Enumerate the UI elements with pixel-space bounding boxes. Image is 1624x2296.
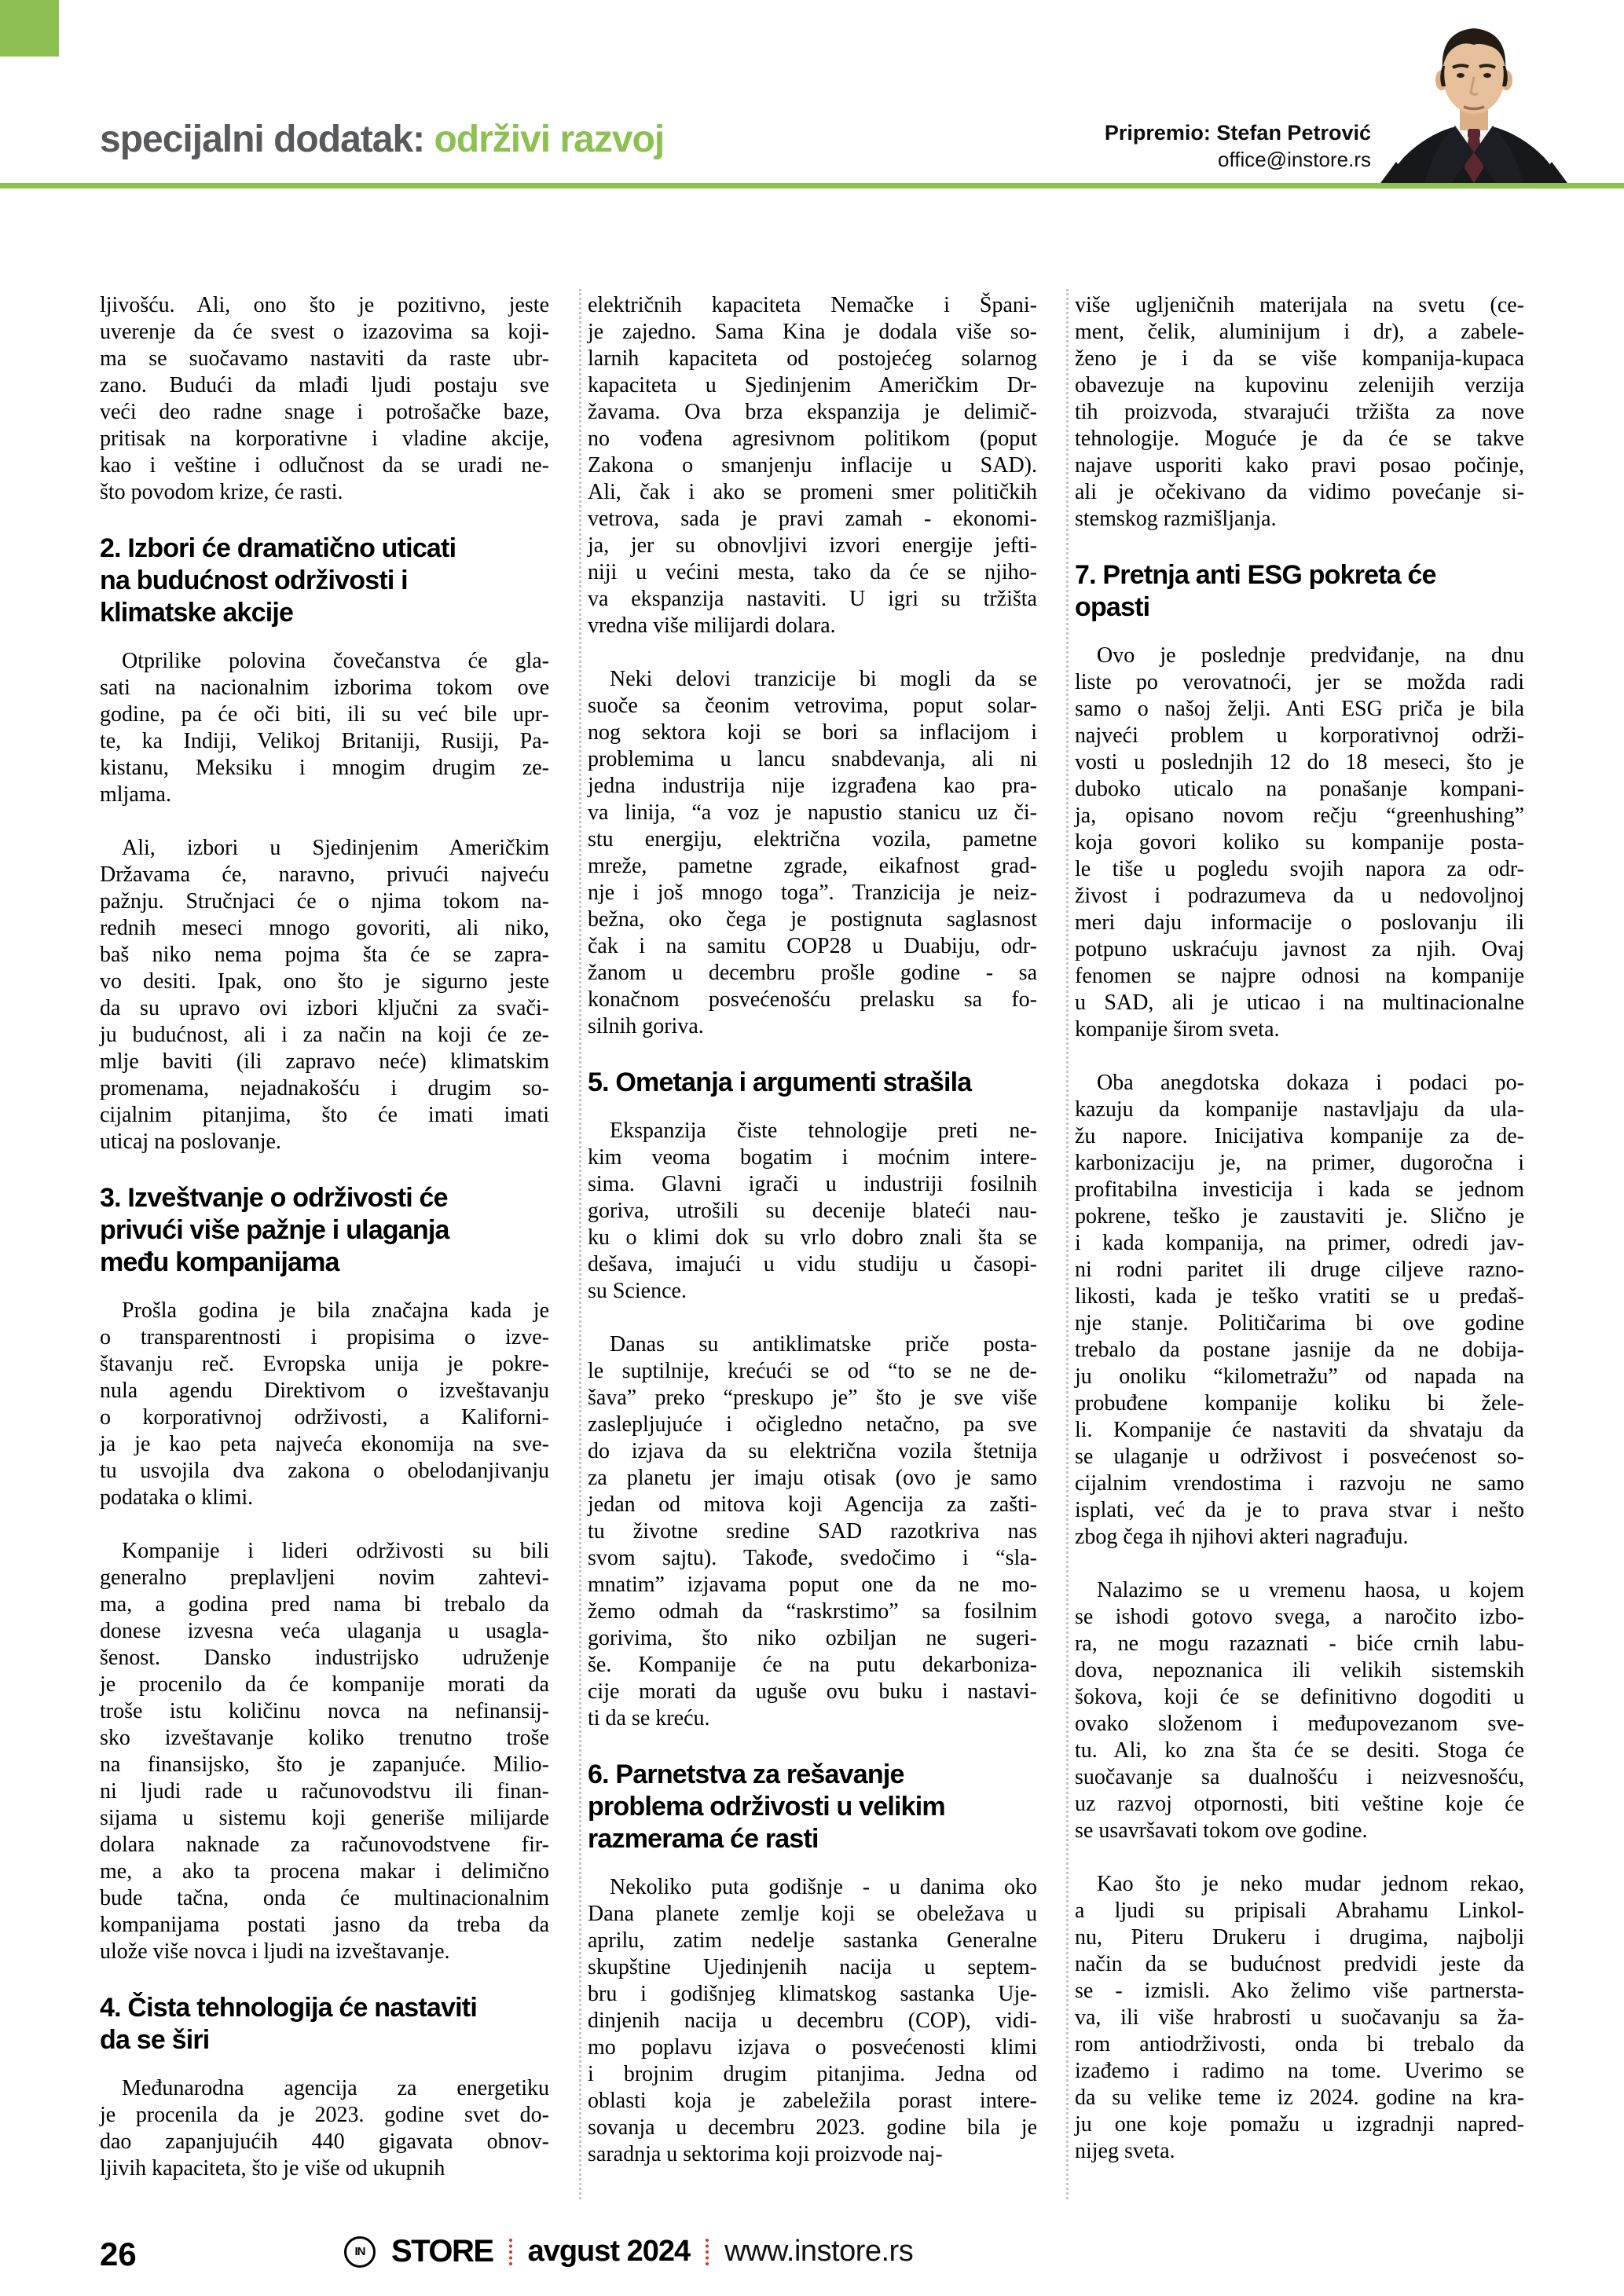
text-line: le tiše u pogledu svojih napora za odr-	[1075, 857, 1524, 881]
text-line: Nalazimo se u vremenu haosa, u kojem	[1097, 1578, 1524, 1602]
text-line: mlje baviti (ili zapravo neće) klimatskim	[100, 1049, 549, 1074]
text-line: tu usvojila dva zakona o obelodanjivanju	[100, 1459, 549, 1483]
corner-accent-square	[0, 0, 59, 57]
page-title-green: održivi razvoj	[434, 119, 665, 160]
column-separator-2	[1066, 289, 1069, 2199]
text-line: kazuju da kompanije nastavljaju da ula-	[1075, 1097, 1524, 1122]
column-separator-1	[579, 289, 581, 2199]
text-line: duboko uticalo na ponašanje kompani-	[1075, 777, 1524, 801]
section-heading	[100, 533, 549, 629]
text-line: Oba anegdotska dokaza i podaci po-	[1097, 1071, 1524, 1095]
text-line: dinjenih nacija u decembru (COP), vidi-	[588, 2009, 1037, 2033]
section-heading	[588, 1759, 1037, 1855]
text-line: o korporativnoj održivosti, a Kaliforni-	[100, 1405, 549, 1430]
text-line: vredna više milijardi dolara.	[588, 613, 836, 638]
text-line: je zajedno. Sama Kina je dodala više so-	[588, 320, 1037, 344]
text-line: godine, pa će oči biti, ili su već bile upr-	[100, 702, 549, 727]
text-line: kapaciteta u Sjedinjenim Američkim Dr-	[588, 373, 1037, 397]
text-line: ovako složenom i međupovezanom sve-	[1075, 1712, 1524, 1736]
text-line: nje i još mnogo toga”. Tranzicija je neiz-	[588, 881, 1037, 905]
text-line: i kada kompanija, na primer, odredi jav-	[1075, 1231, 1524, 1255]
text-line: cije morati da uguše ovu buku i nastavi-	[588, 1679, 1037, 1704]
section-heading	[1075, 559, 1524, 624]
text-line: bežna, oko čega je postignuta saglasnost	[588, 907, 1037, 932]
text-line: 2. Izbori će dramatično uticati	[100, 533, 456, 563]
text-line: cijalnim pitanjima, što će imati imati	[100, 1103, 549, 1127]
text-line: 4. Čista tehnologija će nastaviti	[100, 1993, 477, 2023]
text-line: privući više pažnje i ulaganja	[100, 1215, 449, 1245]
text-line: se ulaganje u održivost i posvećenost so-	[1075, 1445, 1524, 1469]
text-line: među kompanijama	[100, 1247, 339, 1277]
text-line: suoče sa čeonim vetrovima, poput solar-	[588, 694, 1037, 718]
text-line: ma, a godina pred nama bi trebalo da	[100, 1592, 549, 1617]
text-line: Međunarodna agencija za energetiku	[122, 2076, 549, 2100]
text-line: da se širi	[100, 2025, 210, 2055]
text-line: Danas su antiklimatske priče posta-	[610, 1332, 1037, 1357]
text-line: žu napore. Inicijativa kompanije za de-	[1075, 1124, 1524, 1148]
paragraph	[588, 666, 1037, 1040]
section-heading	[588, 1067, 1037, 1099]
text-line: gorivima, što niko ozbiljan ne sugeri-	[588, 1626, 1037, 1650]
text-line: svom sajtu). Takođe, svedočimo i “sla-	[588, 1546, 1037, 1570]
text-line: ni ljudi rade u računovodstvu ili finan-	[100, 1779, 549, 1803]
text-line: še. Kompanije će na putu dekarboniza-	[588, 1653, 1037, 1677]
paragraph	[588, 292, 1037, 639]
text-line: 3. Izveštvanje o održivosti će	[100, 1183, 448, 1213]
website-url[interactable]: www.instore.rs	[724, 2235, 914, 2268]
text-line: su Science.	[588, 1279, 687, 1303]
text-line: oblasti koja je zabeležila porast intere-	[588, 2089, 1037, 2113]
text-line: dova, nepoznanica ili velikih sistemskih	[1075, 1658, 1524, 1683]
text-line: a ljudi su pripisali Abrahamu Linkol-	[1075, 1899, 1524, 1923]
text-line: kompanije širom sveta.	[1075, 1017, 1280, 1042]
text-line: sovanja u decembru 2023. godine bila je	[588, 2115, 1037, 2140]
text-line: donese izvesna veća ulaganja u usagla-	[100, 1619, 549, 1643]
paragraph	[588, 1331, 1037, 1732]
text-line: štavanju reč. Evropska unija je pokre-	[100, 1352, 549, 1376]
text-line: uverenje da će svest o izazovima sa koji-	[100, 320, 549, 344]
text-line: je procenila da je 2023. godine svet do-	[100, 2103, 549, 2127]
text-line: mo poplavu izjava o posvećenosti klimi	[588, 2035, 1037, 2060]
text-line: ju onoliku “kilometražu” od napada na	[1075, 1364, 1524, 1389]
text-line: suočavanje sa dualnošću i neizvesnošću,	[1075, 1765, 1524, 1789]
text-line: do izjava da su električna vozila štetnija	[588, 1439, 1037, 1463]
text-line: trebalo da postane jasnije da ne dobija-	[1075, 1338, 1524, 1362]
text-line: va ekspanzija nastaviti. U igri su tržišta	[588, 587, 1037, 611]
text-line: vosti u poslednjih 12 do 18 meseci, što je	[1075, 750, 1524, 774]
text-line: šenost. Dansko industrijsko udruženje	[100, 1646, 549, 1670]
text-line: tu. Ali, ko zna šta će se desiti. Stoga će	[1075, 1738, 1524, 1763]
paragraph	[100, 2075, 549, 2182]
text-line: najave usporiti kako pravi posao počinje,	[1075, 453, 1524, 478]
text-line: bru i godišnjeg klimatskog sastanka Uje-	[588, 1982, 1037, 2006]
text-line: živost i podrazumeva da u nedovoljnoj	[1075, 884, 1524, 908]
text-line: Ali, čak i ako se promeni smer političkih	[588, 480, 1037, 504]
article-column-2	[588, 292, 1037, 2168]
text-line: goriva, utrošili su decenije blateći nau-	[588, 1199, 1037, 1223]
text-line: profitabilna investicija i kada se jednom	[1075, 1177, 1524, 1202]
paragraph	[100, 292, 549, 506]
text-line: mljama.	[100, 782, 171, 807]
text-line: ra, ne mogu razaznati - biće crnih labu-	[1075, 1631, 1524, 1656]
text-line: podataka o klimi.	[100, 1485, 254, 1510]
text-line: vo desiti. Ipak, ono što je sigurno jeste	[100, 969, 549, 994]
text-line: tu životne sredine SAD razotkriva nas	[588, 1519, 1037, 1543]
text-line: se ishodi gotovo svega, a naročito izbo-	[1075, 1605, 1524, 1629]
text-line: Neki delovi tranzicije bi mogli da se	[610, 667, 1037, 691]
text-line: žavama. Ova brza ekspanzija je delimič-	[588, 400, 1037, 424]
text-line: sima. Glavni igrači u industriji fosilnih	[588, 1172, 1037, 1196]
text-line: ženo je i da se više kompanija-kupaca	[1075, 346, 1524, 371]
text-line: u SAD, ali je uticao i na multinacionalne	[1075, 991, 1524, 1015]
text-line: žemo odmah da “raskrstimo” sa fosilnim	[588, 1599, 1037, 1624]
text-line: kim veoma bogatim i moćnim intere-	[588, 1145, 1037, 1170]
paragraph	[100, 1298, 549, 1511]
text-line: Kao što je neko mudar jednom rekao,	[1097, 1872, 1524, 1896]
paragraph	[100, 648, 549, 808]
text-line: troše istu količinu novca na nefinansij-	[100, 1699, 549, 1723]
text-line: način da se budućnost predvidi jeste da	[1075, 1952, 1524, 1976]
text-line: jedan od mitova koji Agencija za zašti-	[588, 1492, 1037, 1517]
section-heading	[100, 1992, 549, 2056]
text-line: Kompanije i lideri održivosti su bili	[122, 1539, 549, 1563]
author-photo	[1380, 11, 1567, 183]
page-title	[100, 118, 664, 161]
text-line: ulože više novca i ljudi na izveštavanje.	[100, 1939, 450, 1964]
text-line: vetrova, sada je pravi zamah - ekonomi-	[588, 507, 1037, 531]
text-line: generalno preplavljeni novim zahtevi-	[100, 1565, 549, 1590]
text-line: sati na nacionalnim izborima tokom ove	[100, 676, 549, 700]
page-number: 26	[100, 2236, 137, 2272]
text-line: klimatske akcije	[100, 598, 294, 628]
text-line: bude tačna, onda će multinacionalnim	[100, 1886, 549, 1910]
text-line: električnih kapaciteta Nemačke i Špani-	[588, 293, 1037, 317]
text-line: ja, jer su obnovljivi izvori energije jefti-	[588, 533, 1037, 558]
text-line: mnatim” izjavama poput one da ne mo-	[588, 1573, 1037, 1597]
text-line: ment, čelik, aluminijum i dr), a zabele-	[1075, 320, 1524, 344]
text-line: Zakona o smanjenju inflacije u SAD).	[588, 453, 1037, 478]
text-line: uz razvoj otpornosti, biti veštine koje će	[1075, 1792, 1524, 1816]
text-line: da su velike teme iz 2024. godine na kra-	[1075, 2085, 1524, 2110]
text-line: fenomen se najpre odnosi na kompanije	[1075, 964, 1524, 988]
text-line: isplati, već da je to prava stvar i nešto	[1075, 1498, 1524, 1522]
text-line: najveći problem u korporativnoj održi-	[1075, 723, 1524, 748]
paragraph	[100, 1538, 549, 1965]
text-line: aprilu, zatim nedelje sastanka Generalne	[588, 1928, 1037, 1953]
text-line: baš niko nema pojma šta će se zapra-	[100, 943, 549, 967]
article-column-3	[1075, 292, 1524, 2165]
text-line: larnih kapaciteta od postojećeg solarnog	[588, 346, 1037, 371]
footer-divider-icon	[509, 2239, 512, 2265]
text-line: rom antiodrživosti, onda bi trebalo da	[1075, 2032, 1524, 2056]
text-line: pažnju. Stručnjaci će o njima tokom na-	[100, 889, 549, 914]
text-line: ljivošću. Ali, ono što je pozitivno, jeste	[100, 293, 549, 317]
text-line: uticaj na poslovanje.	[100, 1130, 281, 1154]
instore-circle-logo-icon: IN	[344, 2236, 376, 2268]
article-column-1	[100, 292, 549, 2182]
text-line: kistanu, Meksiku i mnogim drugim ze-	[100, 756, 549, 780]
paragraph	[1075, 1577, 1524, 1844]
text-line: kao i veštine i odlučnost da se uradi ne-	[100, 453, 549, 478]
text-line: šava” preko “preskupo je” što je sve više	[588, 1386, 1037, 1410]
text-line: zaslepljujuće i očigledno netačno, pa sve	[588, 1412, 1037, 1437]
text-line: jedna industrija nije izgrađena kao pra-	[588, 774, 1037, 798]
text-line: Ali, izbori u Sjedinjenim Američkim	[122, 836, 549, 860]
text-line: nula agendu Direktivom o izveštavanju	[100, 1379, 549, 1403]
text-line: o transparentnosti i propisima o izve-	[100, 1325, 549, 1349]
text-line: 6. Parnetstva za rešavanje	[588, 1760, 904, 1789]
text-line: koja govori koliko su kompanije posta-	[1075, 830, 1524, 855]
text-line: ma se suočavamo nastaviti da raste ubr-	[100, 346, 549, 371]
text-line: veći deo radne snage i potrošačke baze,	[100, 400, 549, 424]
text-line: sko izveštavanje koliko trenutno troše	[100, 1726, 549, 1750]
text-line: više ugljeničnih materijala na svetu (ce-	[1075, 293, 1524, 317]
text-line: me, a ako ta procena makar i delimično	[100, 1859, 549, 1884]
text-line: nu, Piteru Drukeru i drugima, najbolji	[1075, 1925, 1524, 1950]
text-line: izađemo i radimo na tome. Uverimo se	[1075, 2059, 1524, 2083]
text-line: Prošla godina je bila značajna kada je	[122, 1298, 549, 1323]
paragraph	[1075, 1070, 1524, 1551]
paragraph	[588, 1874, 1037, 2168]
section-heading	[100, 1182, 549, 1279]
text-line: tih proizvoda, stvarajući tržišta za nove	[1075, 400, 1524, 424]
text-line: nog sektora koji se bori sa inflacijom i	[588, 720, 1037, 745]
text-line: problemima u lancu snabdevanja, ali ni	[588, 747, 1037, 771]
text-line: šokova, koji će se definitivno dogoditi u	[1075, 1685, 1524, 1709]
text-line: ti da se kreću.	[588, 1706, 710, 1730]
text-line: stu energiju, električna vozila, pametne	[588, 827, 1037, 851]
text-line: što povodom krize, će rasti.	[100, 480, 343, 504]
text-line: da su upravo ovi izbori ključni za svači-	[100, 996, 549, 1020]
text-line: ju one koje pomažu u izgradnji napred-	[1075, 2112, 1524, 2137]
text-line: Dana planete zemlje koji se obeležava u	[588, 1902, 1037, 1926]
text-line: Ekspanzija čiste tehnologije preti ne-	[610, 1119, 1037, 1143]
text-line: se - izmisli. Ako želimo više partnersta-	[1075, 1979, 1524, 2003]
byline-author: Pripremio: Stefan Petrović	[1104, 121, 1371, 145]
text-line: karbonizaciju je, na primer, dugoročna i	[1075, 1151, 1524, 1175]
text-line: nje stanje. Političarima bi ove godine	[1075, 1311, 1524, 1335]
text-line: ali je očekivano da vidimo povećanje si-	[1075, 480, 1524, 504]
text-line: je procenilo da će kompanije morati da	[100, 1672, 549, 1697]
text-line: ljivih kapaciteta, što je više od ukupnih	[100, 2156, 445, 2181]
text-line: le suptilnije, krećući se od “to se ne de-	[588, 1359, 1037, 1383]
text-line: tehnologije. Moguće je da će se takve	[1075, 427, 1524, 451]
text-line: va linija, “a voz je napustio stanicu uz či-	[588, 800, 1037, 825]
text-line: dao zapanjujućih 440 gigavata obnov-	[100, 2129, 549, 2154]
text-line: ja je kao peta najveća ekonomija na sve-	[100, 1432, 549, 1456]
text-line: promenama, nejadnakošću i drugim so-	[100, 1076, 549, 1100]
text-line: čak i na samitu COP28 u Duabiju, odr-	[588, 934, 1037, 958]
text-line: liste po verovatnoći, jer se možda radi	[1075, 670, 1524, 694]
text-line: ja, opisano novom rečju “greenhushing”	[1075, 804, 1524, 828]
text-line: meri daju informacije o poslovanju ili	[1075, 910, 1524, 935]
paragraph	[1075, 643, 1524, 1043]
footer	[344, 2234, 913, 2269]
text-line: va, ili više hrabrosti u suočavanju sa ža-	[1075, 2005, 1524, 2030]
text-line: zbog čega ih njihovi akteri nagrađuju.	[1075, 1525, 1409, 1549]
text-line: obavezuje na kupovinu zelenijih verzija	[1075, 373, 1524, 397]
text-line: problema održivosti u velikim	[588, 1792, 945, 1822]
text-line: mreže, pametne zgrade, eikafnost grad-	[588, 854, 1037, 878]
text-line: razmerama će rasti	[588, 1824, 819, 1854]
text-line: sijama u sistemu koji generiše milijarde	[100, 1806, 549, 1830]
text-line: samo o našoj želji. Anti ESG priča je bila	[1075, 697, 1524, 721]
header-green-rule	[0, 183, 1624, 189]
text-line: i brojnim drugim pitanjima. Jedna od	[588, 2062, 1037, 2086]
text-line: cijalnim vrendostima i razvoju ne samo	[1075, 1471, 1524, 1496]
paragraph	[100, 835, 549, 1155]
text-line: skupštine Ujedinjenih nacija u septem-	[588, 1955, 1037, 1979]
text-line: Ovo je poslednje predviđanje, na dnu	[1097, 643, 1524, 668]
text-line: li. Kompanije će nastaviti da shvataju da	[1075, 1418, 1524, 1442]
text-line: rednih meseci mnogo govoriti, ali niko,	[100, 916, 549, 940]
paragraph	[1075, 292, 1524, 533]
text-line: te, ka Indiji, Velikoj Britaniji, Rusiji, Pa-	[100, 729, 549, 753]
text-line: ku o klimi dok su vrlo dobro znali šta se	[588, 1225, 1037, 1250]
text-line: Otprilike polovina čovečanstva će gla-	[122, 649, 549, 673]
text-line: Nekoliko puta godišnje - u danima oko	[610, 1875, 1037, 1899]
text-line: stemskog razmišljanja.	[1075, 507, 1277, 531]
text-line: pokrene, teško je zaustaviti je. Slično je	[1075, 1204, 1524, 1229]
paragraph	[588, 1118, 1037, 1305]
text-line: na finansijsko, što je zapanjuće. Milio-	[100, 1752, 549, 1777]
text-line: ni rodni paritet ili druge ciljeve razno-	[1075, 1258, 1524, 1282]
text-line: se usavršavati tokom ove godine.	[1075, 1818, 1368, 1843]
text-line: ju budućnost, ali i za način na koji će ze-	[100, 1023, 549, 1047]
text-line: zano. Budući da mlađi ljudi postaju sve	[100, 373, 549, 397]
text-line: 7. Pretnja anti ESG pokreta će	[1075, 560, 1436, 590]
text-line: pritisak na korporativne i vladine akcije,	[100, 427, 549, 451]
text-line: silnih goriva.	[588, 1014, 704, 1038]
man-portrait-graphic	[1380, 11, 1567, 183]
text-line: 5. Ometanja i argumenti strašila	[588, 1067, 972, 1097]
page-title-gray: specijalni dodatak:	[100, 119, 434, 160]
text-line: no vođena agresivnom politikom (poput	[588, 427, 1037, 451]
text-line: nijeg sveta.	[1075, 2139, 1175, 2163]
text-line: žanom u decembru prošle godine - sa	[588, 961, 1037, 985]
text-line: saradnja u sektorima koji proizvode naj-	[588, 2142, 943, 2166]
text-line: probuđene kompanije koliku bi žele-	[1075, 1391, 1524, 1415]
paragraph	[1075, 1871, 1524, 2165]
text-line: niji u većini mesta, tako da će se njiho-	[588, 560, 1037, 584]
text-line: dolara naknade za računovodstvene fir-	[100, 1833, 549, 1857]
text-line: potpuno uskraćuju javnost za njih. Ovaj	[1075, 937, 1524, 961]
byline	[1105, 119, 1371, 173]
text-line: likosti, kada je teško vratiti se u pređaš-	[1075, 1284, 1524, 1309]
text-line: Državama će, naravno, privući najveću	[100, 862, 549, 887]
byline-email: office@instore.rs	[1218, 148, 1371, 171]
text-line: opasti	[1075, 592, 1150, 622]
text-line: na budućnost održivosti i	[100, 566, 408, 595]
text-line: konačnom posvećenošću prelasku sa fo-	[588, 987, 1037, 1012]
store-wordmark: STORE	[391, 2234, 493, 2269]
footer-divider-icon	[706, 2239, 709, 2265]
text-line: kompanijama postati jasno da treba da	[100, 1913, 549, 1937]
text-line: za planetu jer imaju otisak (ovo je samo	[588, 1466, 1037, 1490]
text-line: dešava, imajući u vidu studiju u časopi-	[588, 1252, 1037, 1276]
issue-date: avgust 2024	[527, 2235, 691, 2268]
